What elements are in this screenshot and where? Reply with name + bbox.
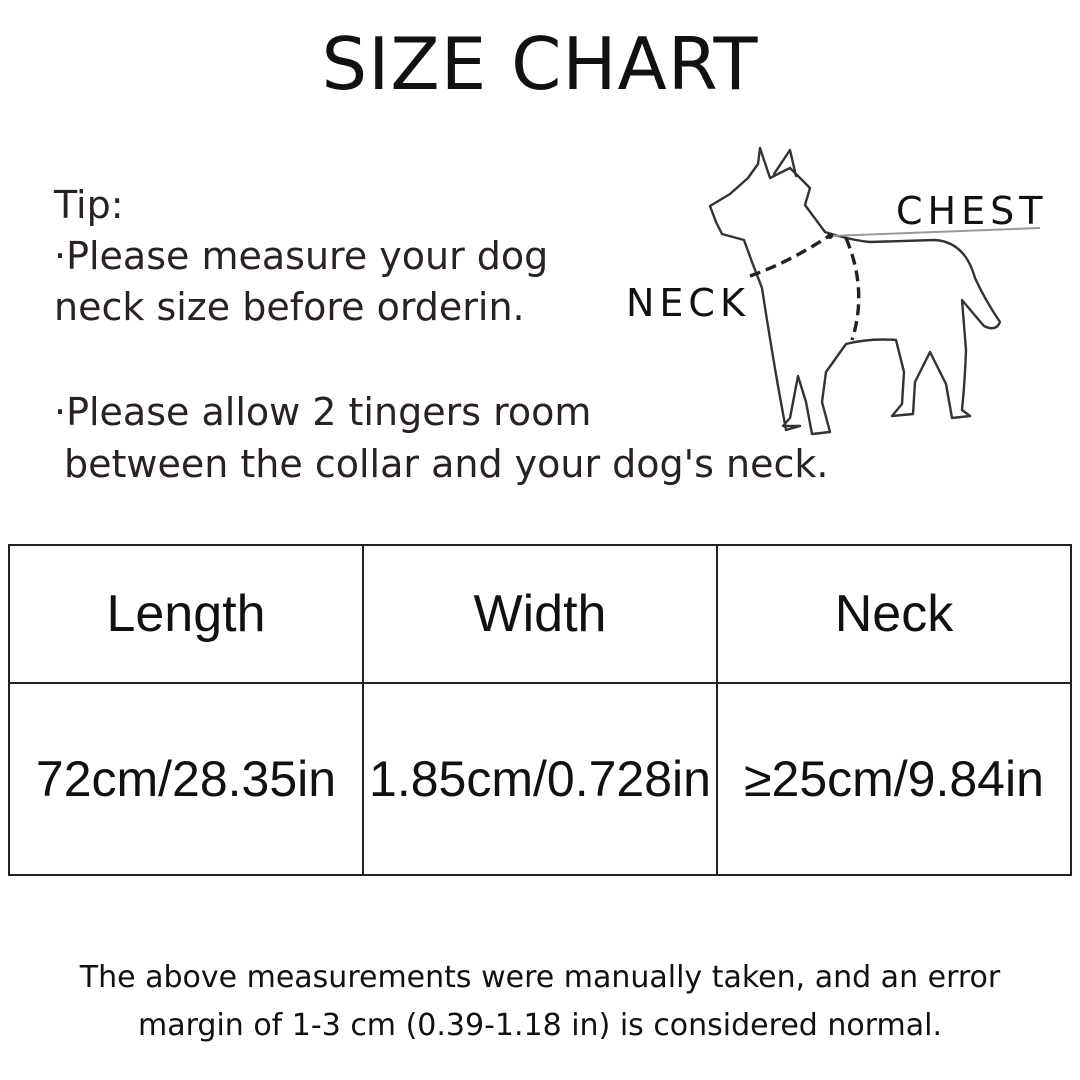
header-width: Width bbox=[363, 545, 717, 683]
value-width: 1.85cm/0.728in bbox=[363, 683, 717, 875]
neck-dashed-line bbox=[750, 234, 832, 276]
tip-line-4: between the collar and your dog's neck. bbox=[64, 442, 829, 486]
tip-line-3: ·Please allow 2 tingers room bbox=[54, 390, 592, 434]
footer-note-line-1: The above measurements were manually taken, and an error bbox=[79, 960, 1001, 995]
chest-label: CHEST bbox=[896, 189, 1048, 233]
neck-marker bbox=[827, 233, 833, 239]
value-length: 72cm/28.35in bbox=[9, 683, 363, 875]
value-neck: ≥25cm/9.84in bbox=[717, 683, 1071, 875]
table-row bbox=[9, 683, 1071, 875]
neck-label: NECK bbox=[626, 281, 750, 325]
footer-note-line-2: margin of 1-3 cm (0.39-1.18 in) is considered normal. bbox=[137, 1008, 943, 1043]
tip-line-2: neck size before orderin. bbox=[54, 285, 525, 329]
page-title: SIZE CHART bbox=[321, 22, 759, 106]
tip-line-1: ·Please measure your dog bbox=[54, 234, 549, 278]
size-table bbox=[8, 544, 1072, 876]
table-header-row bbox=[9, 545, 1071, 683]
header-neck: Neck bbox=[717, 545, 1071, 683]
tip-heading: Tip: bbox=[54, 183, 124, 227]
chest-dashed-line bbox=[846, 238, 859, 340]
header-length: Length bbox=[9, 545, 363, 683]
